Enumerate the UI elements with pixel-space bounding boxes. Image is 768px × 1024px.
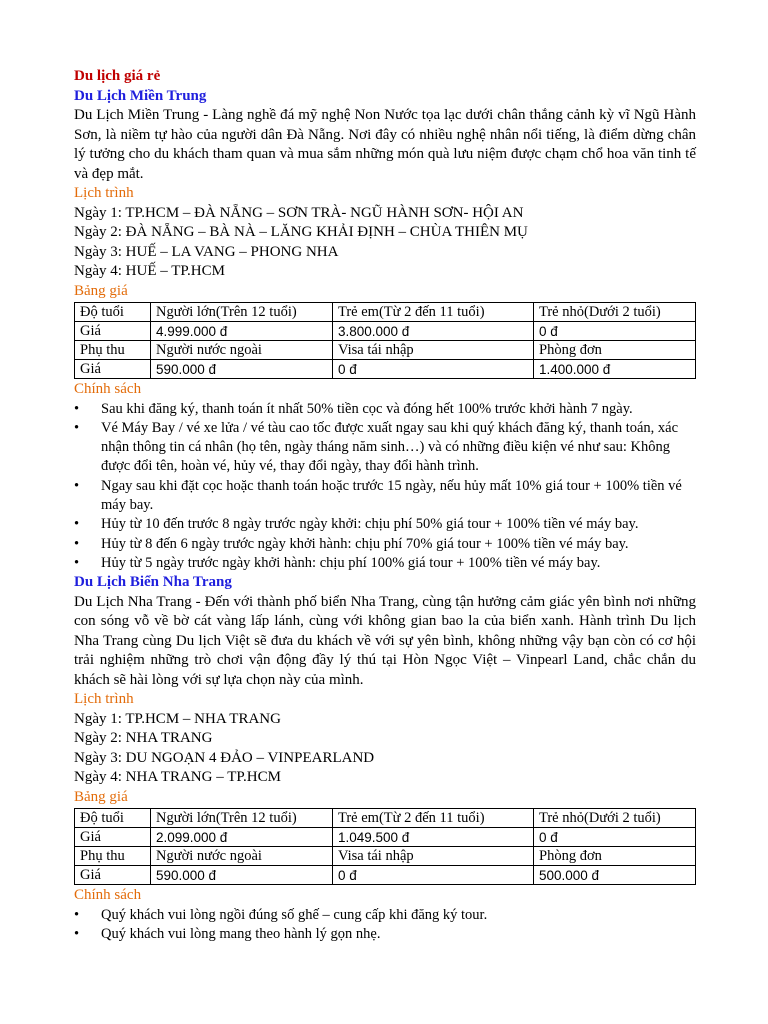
list-item <box>74 419 696 477</box>
schedule-day: Ngày 2: NHA TRANG <box>74 730 213 747</box>
schedule-day: Ngày 3: HUẾ – LA VANG – PHONG NHA <box>74 243 339 260</box>
table-row <box>75 360 696 379</box>
section-heading: Du Lịch Miền Trung <box>74 87 207 104</box>
table-cell: 0 đ <box>333 360 534 379</box>
table-cell: Trẻ em(Từ 2 đến 11 tuổi) <box>333 809 534 828</box>
table-cell: 0 đ <box>534 828 696 847</box>
schedule-day: Ngày 1: TP.HCM – ĐÀ NẴNG – SƠN TRÀ- NGŨ HÀNH SƠN- HỘI AN <box>74 204 524 221</box>
schedule-day: Ngày 4: HUẾ – TP.HCM <box>74 263 225 279</box>
policy-text: Sau khi đăng ký, thanh toán ít nhất 50% tiền cọc và đóng hết 100% trước khởi hành 7 ngày. <box>101 400 633 417</box>
list-item <box>74 515 696 534</box>
section-nha-trang <box>74 573 696 944</box>
table-cell: Độ tuổi <box>75 809 151 828</box>
table-cell: Độ tuổi <box>75 303 151 322</box>
table-cell: Phụ thu <box>75 847 151 866</box>
table-cell: Visa tái nhập <box>333 847 534 866</box>
table-cell: Trẻ em(Từ 2 đến 11 tuổi) <box>333 303 534 322</box>
table-row <box>75 828 696 847</box>
price-label: Bảng giá <box>74 282 128 299</box>
table-cell: 3.800.000 đ <box>333 322 534 341</box>
table-cell: 0 đ <box>534 322 696 341</box>
bullet-icon: • <box>74 535 80 552</box>
policy-text: Hủy từ 10 đến trước 8 ngày trước ngày khởi: chịu phí 50% giá tour + 100% tiền vé máy bay. <box>101 516 639 533</box>
policy-list <box>74 906 696 945</box>
price-table <box>74 302 696 379</box>
table-cell: Người nước ngoài <box>151 847 333 866</box>
schedule-day: Ngày 3: DU NGOẠN 4 ĐẢO – VINPEARLAND <box>74 749 375 766</box>
schedule-day: Ngày 4: NHA TRANG – TP.HCM <box>74 769 281 786</box>
table-cell: 590.000 đ <box>151 360 333 379</box>
schedule-label: Lịch trình <box>74 185 134 201</box>
table-cell: Trẻ nhỏ(Dưới 2 tuổi) <box>534 303 696 322</box>
policy-text: Hủy từ 8 đến 6 ngày trước ngày khởi hành: chịu phí 70% giá tour + 100% tiền vé máy bay. <box>101 535 629 552</box>
table-cell: 2.099.000 đ <box>151 828 333 847</box>
section-intro: Du Lịch Nha Trang - Đến với thành phố biển Nha Trang, cùng tận hưởng cảm giác yên bình nơi những con sóng vỗ về bờ cát vàng lấp lánh, cùng với không gian bao la của biển xanh. Hành trình Du lịch Nha Trang cùng Du lịch Việt sẽ đưa du khách về với sự yên bình, không những vậy bạn còn có cơ hội trải nghiệm những trò chơi vận động đầy lý thú tại Hòn Ngọc Việt – Vinpearl Land, chắc chắn du khách sẽ hài lòng với sự lựa chọn này của mình. <box>74 593 696 688</box>
list-item <box>74 477 696 516</box>
list-item <box>74 925 696 944</box>
policy-label: Chính sách <box>74 381 142 397</box>
bullet-icon: • <box>74 516 80 533</box>
table-row <box>75 847 696 866</box>
table-row <box>75 303 696 322</box>
policy-label: Chính sách <box>74 887 142 904</box>
table-cell: Người lớn(Trên 12 tuổi) <box>151 809 333 828</box>
bullet-icon: • <box>74 400 80 417</box>
price-table <box>74 808 696 885</box>
table-cell: Visa tái nhập <box>333 341 534 360</box>
table-cell: 500.000 đ <box>534 866 696 885</box>
section-heading: Du Lịch Biển Nha Trang <box>74 574 232 591</box>
bullet-icon: • <box>74 554 80 571</box>
document-page <box>74 67 696 944</box>
table-cell: 0 đ <box>333 866 534 885</box>
schedule-day: Ngày 1: TP.HCM – NHA TRANG <box>74 710 281 727</box>
table-cell: 1.049.500 đ <box>333 828 534 847</box>
section-intro: Du Lịch Miền Trung - Làng nghề đá mỹ nghệ Non Nước tọa lạc dưới chân thắng cảnh kỳ vĩ Ngũ Hành Sơn, là niềm tự hào của người dân Đà Nẵng. Nơi đây có nhiều nghệ nhân nổi tiếng, là điểm dừng chân lý tưởng cho du khách tham quan và mua sắm những món quà lưu niệm được chạm chổ hoa văn tinh tế và đẹp mắt. <box>74 107 696 182</box>
policy-text: Hủy từ 5 ngày trước ngày khởi hành: chịu phí 100% giá tour + 100% tiền vé máy bay. <box>101 554 601 571</box>
policy-text: Quý khách vui lòng mang theo hành lý gọn nhẹ. <box>101 925 381 942</box>
policy-text: Vé Máy Bay / vé xe lửa / vé tàu cao tốc được xuất ngay sau khi quý khách đăng ký, thanh toán, xác nhận thông tin cá nhân (họ tên, ngày tháng năm sinh…) và có những điều kiện vé như sau: Không được đổi tên, hoàn vé, hủy vé, thay đổi ngày, thay đổi hành trình. <box>101 419 679 475</box>
price-label: Bảng giá <box>74 788 128 805</box>
policy-text: Ngay sau khi đặt cọc hoặc thanh toán hoặc trước 15 ngày, nếu hủy mất 10% giá tour + 100% tiền vé máy bay. <box>101 477 682 513</box>
table-cell: Phụ thu <box>75 341 151 360</box>
list-item <box>74 400 696 419</box>
table-cell: Giá <box>75 322 151 341</box>
document-title: Du lịch giá rẻ <box>74 68 161 84</box>
list-item <box>74 535 696 554</box>
bullet-icon: • <box>74 925 80 942</box>
table-cell: Người nước ngoài <box>151 341 333 360</box>
list-item <box>74 554 696 573</box>
table-cell: Giá <box>75 360 151 379</box>
table-cell: Trẻ nhỏ(Dưới 2 tuổi) <box>534 809 696 828</box>
table-cell: Giá <box>75 866 151 885</box>
bullet-icon: • <box>74 477 80 494</box>
table-row <box>75 809 696 828</box>
schedule-label: Lịch trình <box>74 691 134 708</box>
table-cell: Phòng đơn <box>534 847 696 866</box>
schedule-day: Ngày 2: ĐÀ NẴNG – BÀ NÀ – LĂNG KHẢI ĐỊNH – CHÙA THIÊN MỤ <box>74 224 528 240</box>
list-item <box>74 906 696 925</box>
table-cell: 1.400.000 đ <box>534 360 696 379</box>
table-row <box>75 866 696 885</box>
table-row <box>75 322 696 341</box>
table-row <box>75 341 696 360</box>
bullet-icon: • <box>74 906 80 923</box>
policy-list <box>74 400 696 574</box>
section-mien-trung <box>74 87 696 574</box>
table-cell: 4.999.000 đ <box>151 322 333 341</box>
bullet-icon: • <box>74 419 80 436</box>
table-cell: Người lớn(Trên 12 tuổi) <box>151 303 333 322</box>
table-cell: 590.000 đ <box>151 866 333 885</box>
policy-text: Quý khách vui lòng ngồi đúng số ghế – cung cấp khi đăng ký tour. <box>101 906 488 923</box>
table-cell: Phòng đơn <box>534 341 696 360</box>
table-cell: Giá <box>75 828 151 847</box>
